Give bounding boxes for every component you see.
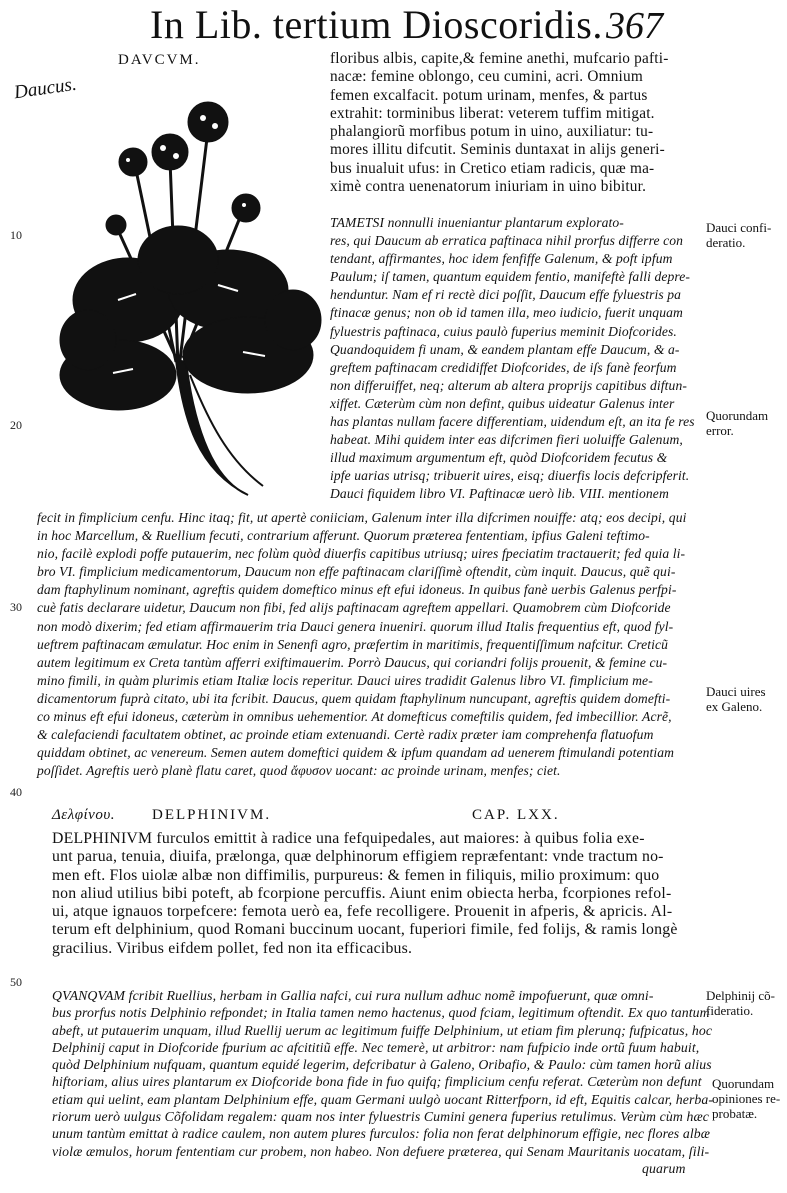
text-line: riorum uerò uulgus Cõfolidam regalem: quam nos inter fyluestris Cumini genera fuperius retulimus. Verùm cùm hæc bbox=[52, 1109, 709, 1125]
catchword: quarum bbox=[642, 1160, 686, 1176]
text-line: mino fimili, in quàm plurimis etiam Italiæ locis reperitur. Dauci uires tradidit Galenus libro VI. fimplicium me- bbox=[37, 672, 653, 688]
text-line: etiam qui uelint, eam plantam Delphinium effe, quam Germani uulgò uocant Ritterfporn, id eft, Equitis calcar, herba- bbox=[52, 1091, 714, 1107]
text-line: ueftrem paftinacam æmulatur. Hoc enim in Senenfi agro, præfertim in maritimis, frequentiſſimum nafcitur. Creticũ bbox=[37, 636, 669, 652]
text-line: non aliud utilius bibi poteft, ab fcorpione percuffis. Aiunt enim obiecta herba, fcorpiones refol- bbox=[52, 884, 672, 902]
text-line: men eft. Flos uiolæ albæ non diffimilis, purpureus: & femen in filiquis, milio proximum: quo bbox=[52, 866, 660, 884]
text-line: fecit in fimplicium cenfu. Hinc itaq; fit, ut apertè coniiciam, Galenum inter illa difcrimen nouiffe: atq; eos decipi, qui bbox=[37, 510, 687, 525]
text-line: Delphinij caput in Diofcoride fpurium ac afcititiũ effe. Nec temerè, ut arbitror: nam fufpicio inde ortũ fuum habuit, bbox=[52, 1039, 700, 1055]
line-number-20: 20 bbox=[10, 418, 22, 432]
text-line: greftem paftinacam credidiffet Diofcorides, de iſs fanè feorfum bbox=[330, 359, 677, 375]
text-line: res, qui Daucum ab erratica paftinaca nihil prorfus differre con bbox=[330, 233, 684, 249]
plant-heading: DAVCVM. bbox=[118, 52, 201, 68]
margin-note: Quorundam opiniones re- probatæ. bbox=[712, 1076, 781, 1121]
text-line: henduntur. Nam ef ri rectè dici poſſit, Daucum effe fyluestris pa bbox=[330, 287, 682, 303]
text-line: non differuiffet, neq; alterum ab altera proprijs capitibus diftun- bbox=[330, 377, 687, 393]
running-title: In Lib. tertium Dioscoridis. bbox=[150, 2, 603, 47]
margin-note: Dauci uires ex Galeno. bbox=[706, 684, 766, 714]
chapter-latin-title: DELPHINIVM. bbox=[152, 807, 272, 823]
text-line: floribus albis, capite,& femine anethi, mufcario pafti- bbox=[330, 50, 669, 67]
line-number-50: 50 bbox=[10, 975, 22, 989]
text-line: ftinacæ genus; non ob id tamen illa, meo iudicio, fuerit unquam bbox=[330, 305, 683, 321]
text-line: illud maximum argumentum eft, quòd Diofcoridem fecutus & bbox=[330, 450, 668, 466]
margin-note: Dauci confi- deratio. bbox=[706, 220, 772, 250]
text-line: ui, atque ignauos torpefcere: femota uerò ea, fefe recolligere. Prouenit in afperis, & apricis. Al- bbox=[52, 903, 673, 921]
text-line: Quandoquidem fi unam, & eandem plantam effe Daucum, & a- bbox=[330, 341, 680, 357]
text-line: quiddam obtinet, ac venereum. Semen autem domeftici quidem & ipfum quandam ad uenerem ftimulandi potentiam bbox=[37, 745, 675, 761]
text-line: Dauci fiquidem libro VI. Paftinacæ uerò lib. VIII. mentionem bbox=[330, 486, 669, 502]
text-line: habeat. Mihi quidem inter eas difcrimen fieri uoluiffe Galenum, bbox=[330, 432, 683, 448]
text-line: dam ftaphylinum nominant, agreftis quidem domeftico minus eft efui idoneus. In quibus fanè uerbis Galenus perfpi- bbox=[37, 582, 677, 598]
text-line: gracilius. Viribus eifdem pollet, fed non ita efficacibus. bbox=[52, 939, 413, 957]
handwritten-annotation: Daucus. bbox=[12, 73, 78, 104]
text-line: bus prorfus notis Delphinio refpondet; in Italia tamen nemo hactenus, quod fciam, legitimum oftendit. Ex quo tantum bbox=[52, 1005, 710, 1021]
text-line: violæ æmulos, horum fententiam cur probem, non habeo. Non defuere præterea, qui Senam Mauritanis uocatam, ſili- bbox=[52, 1143, 710, 1159]
text-line: autem legitimum ex Creta tantùm afferri exiftimauerim. Porrò Daucus, qui coriandri folijs prouenit, & femine cu- bbox=[37, 654, 668, 670]
text-line: co minus eft efui idoneus, cæterùm in omnibus uehementior. At domefticus comeftilis quidem, fed imbecillior. Acrẽ, bbox=[37, 709, 672, 725]
text-line: femen excalfacit. potum urinam, menfes, & partus bbox=[330, 86, 648, 104]
text-line: bro VI. fimplicium medicamentorum, Daucum non effe paftinacam clariſſimè oftendit, cùm inquit. Daucus, quẽ qui- bbox=[37, 564, 676, 580]
text-line: fyluestris paftinaca, cuius paulò fuperius meminit Diofcorides. bbox=[330, 323, 677, 339]
chapter-greek-title: Δελφίνου. bbox=[52, 807, 115, 823]
commentary-beside-figure bbox=[330, 214, 695, 504]
text-line: phalangiorũ morfibus potum in uino, auxiliatur: tu- bbox=[330, 123, 654, 141]
text-line: ipfe uarias utrisq; tribuerit uires, eisq; diuerfis locis defcripferit. bbox=[330, 468, 690, 484]
text-line: & calefaciendi facultatem obtinet, ac proinde etiam extenuandi. Certè radix præter iam comprehenfa flatuofum bbox=[37, 727, 654, 743]
text-line: dicamentorum fuprà citato, ubi ita fcribit. Daucus, quem quidam ftaphylinum nuncupant, agreftis quidem domefti- bbox=[37, 690, 671, 706]
text-line: mores illitu difcutit. Seminis duntaxat in alijs generi- bbox=[330, 141, 665, 159]
page-number: 367 bbox=[606, 5, 663, 47]
text-line: nacæ: femine oblongo, ceu cumini, acri. Omnium bbox=[330, 68, 643, 86]
text-line: Paulum; iſ tamen, quantum equidem fentio, manifeftè falli depre- bbox=[330, 269, 691, 285]
opening-text-block bbox=[330, 50, 669, 196]
text-line: ximè contra uenenatorum iniuriam in uino bibitur. bbox=[330, 178, 647, 196]
text-line: TAMETSI nonnulli inueniantur plantarum explorato- bbox=[330, 215, 624, 230]
text-line: bus inualuit ufus: in Cretico etiam radicis, quæ ma- bbox=[330, 159, 655, 177]
text-line: hiftoriam, alius uires plantarum ex Diofcoride bona fide in fuo quifq; fimplicium cenfu referat. Cæterùm non defunt bbox=[52, 1074, 702, 1090]
daucus-woodcut-illustration bbox=[58, 90, 328, 510]
text-line: extrahit: torminibus liberat: veterem tuffim mitigat. bbox=[330, 104, 655, 122]
text-line: cuè fatis declarare uidetur, Daucum non fibi, fed alijs paftinacam agreftem appellari. Quamobrem cùm Diofcoride bbox=[37, 600, 671, 616]
delphinium-commentary-block bbox=[52, 987, 713, 1177]
delphinium-text-block bbox=[52, 830, 678, 958]
text-line: terum eft delphinium, quod Romani buccinum uocant, fuperiori fimile, fed folijs, & ramis longè bbox=[52, 921, 678, 939]
line-number-10: 10 bbox=[10, 228, 22, 242]
commentary-full-width bbox=[37, 509, 686, 780]
text-line: tendant, affirmantes, hoc idem fenfiffe Galenum, & poft ipfum bbox=[330, 251, 673, 267]
text-line: poſſidet. Agreftis uerò planè flatu caret, quod ἄφυσον uocant: ac proinde urinam, menfes; ciet. bbox=[37, 763, 561, 779]
text-line: in hoc Marcellum, & Ruellium fecuti, contrarium afferunt. Quorum præterea fententiam, ipfius Galeni teftimo- bbox=[37, 528, 650, 544]
text-line: DELPHINIVM furculos emittit à radice una fefquipedales, aut maiores: à quibus folia exe- bbox=[52, 830, 645, 847]
text-line: non modò dixerim; fed etiam affirmauerim tria Dauci genera inueniri. quorum illud Italis frequentius eft, quod fyl- bbox=[37, 618, 674, 634]
line-number-40: 40 bbox=[10, 785, 22, 799]
text-line: quòd Delphinium nufquam, quantum equidé legerim, defcribatur à Galeno, Oribafio, & Paulo: cùm tamen horũ alius bbox=[52, 1057, 712, 1073]
text-line: unt parua, tenuia, diuifa, prælonga, quæ delphinorum effigiem repræfentant: vnde tractum no- bbox=[52, 848, 664, 866]
text-line: xiffet. Cæterùm cùm non defint, quibus uideatur Galenus inter bbox=[330, 395, 675, 411]
text-line: has plantas nullam facere differentiam, uidendum eſt, an ita fe res bbox=[330, 414, 695, 430]
margin-note: Quorundam error. bbox=[706, 408, 769, 438]
text-line: QVANQVAM fcribit Ruellius, herbam in Gallia nafci, cui rura nullum adhuc nomẽ impofuerunt, quæ omni- bbox=[52, 988, 654, 1003]
line-number-30: 30 bbox=[10, 600, 22, 614]
text-line: abeft, ut putauerim unquam, illud Ruellij uerum ac legitimum fuiffe Delphinium, ut etiam fim plerunq; fufpicatus, hoc bbox=[52, 1022, 713, 1038]
text-line: unum tantùm emittat à radice caulem, non autem plures furculos: folia non ferat delphinorum effigie, nec flores albæ bbox=[52, 1126, 711, 1142]
chapter-number: CAP. LXX. bbox=[472, 807, 560, 823]
text-line: nio, facilè explodi poffe putauerim, nec folùm quòd diuerfis capitibus utriusq; uires fpeciatim tractauerit; fed quia li- bbox=[37, 546, 686, 562]
margin-note: Delphinij cõ- fideratio. bbox=[706, 988, 775, 1018]
